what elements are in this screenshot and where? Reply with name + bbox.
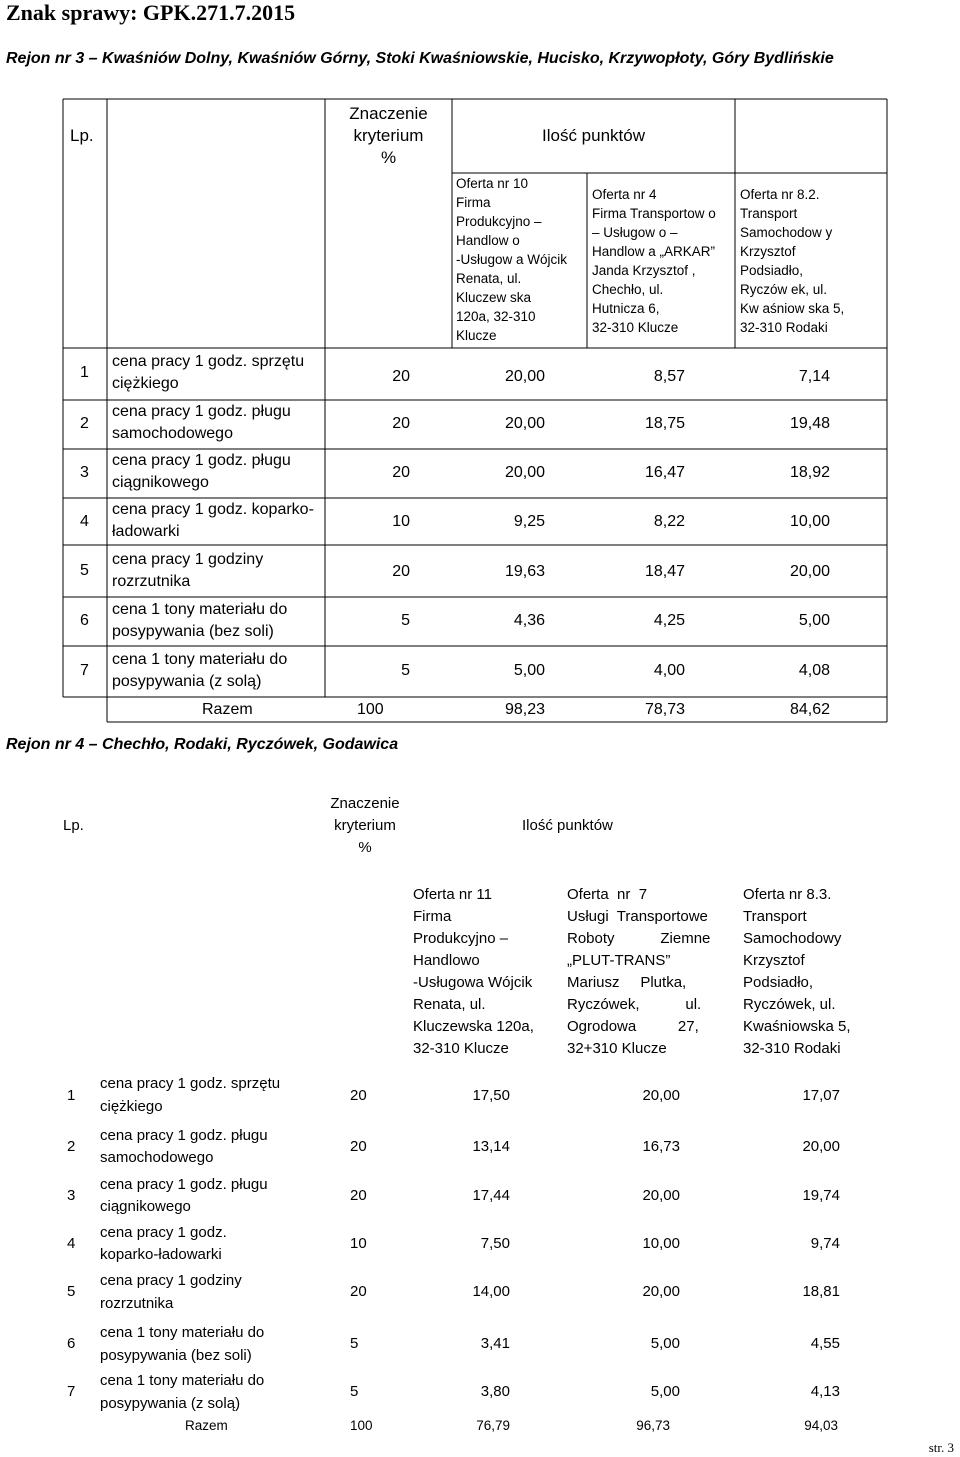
page-number: str. 3 (928, 1440, 954, 1455)
region-4-title: Rejon nr 4 – Chechło, Rodaki, Ryczówek, Godawica (6, 736, 399, 753)
points-header: Ilość punktów (522, 817, 613, 834)
criterion-weight-header-line3: % (358, 839, 372, 856)
lp-header: Lp. (63, 817, 84, 834)
case-number: Znak sprawy: GPK.271.7.2015 (6, 0, 296, 25)
region-3-title: Rejon nr 3 – Kwaśniów Dolny, Kwaśniów Górny, Stoki Kwaśniowskie, Hucisko, Krzywopłoty, Góry Bydlińskie (6, 50, 834, 67)
lp-header: Lp. (70, 126, 94, 145)
criterion-weight-header-line3: % (380, 148, 397, 167)
criterion-weight-header-line1: Znaczenie (330, 795, 400, 812)
criterion-weight-header-line2: kryterium (353, 126, 424, 145)
criterion-weight-header-line1: Znaczenie (349, 104, 428, 123)
criterion-weight-header-line2: kryterium (334, 817, 396, 834)
points-header: Ilość punktów (542, 126, 645, 145)
